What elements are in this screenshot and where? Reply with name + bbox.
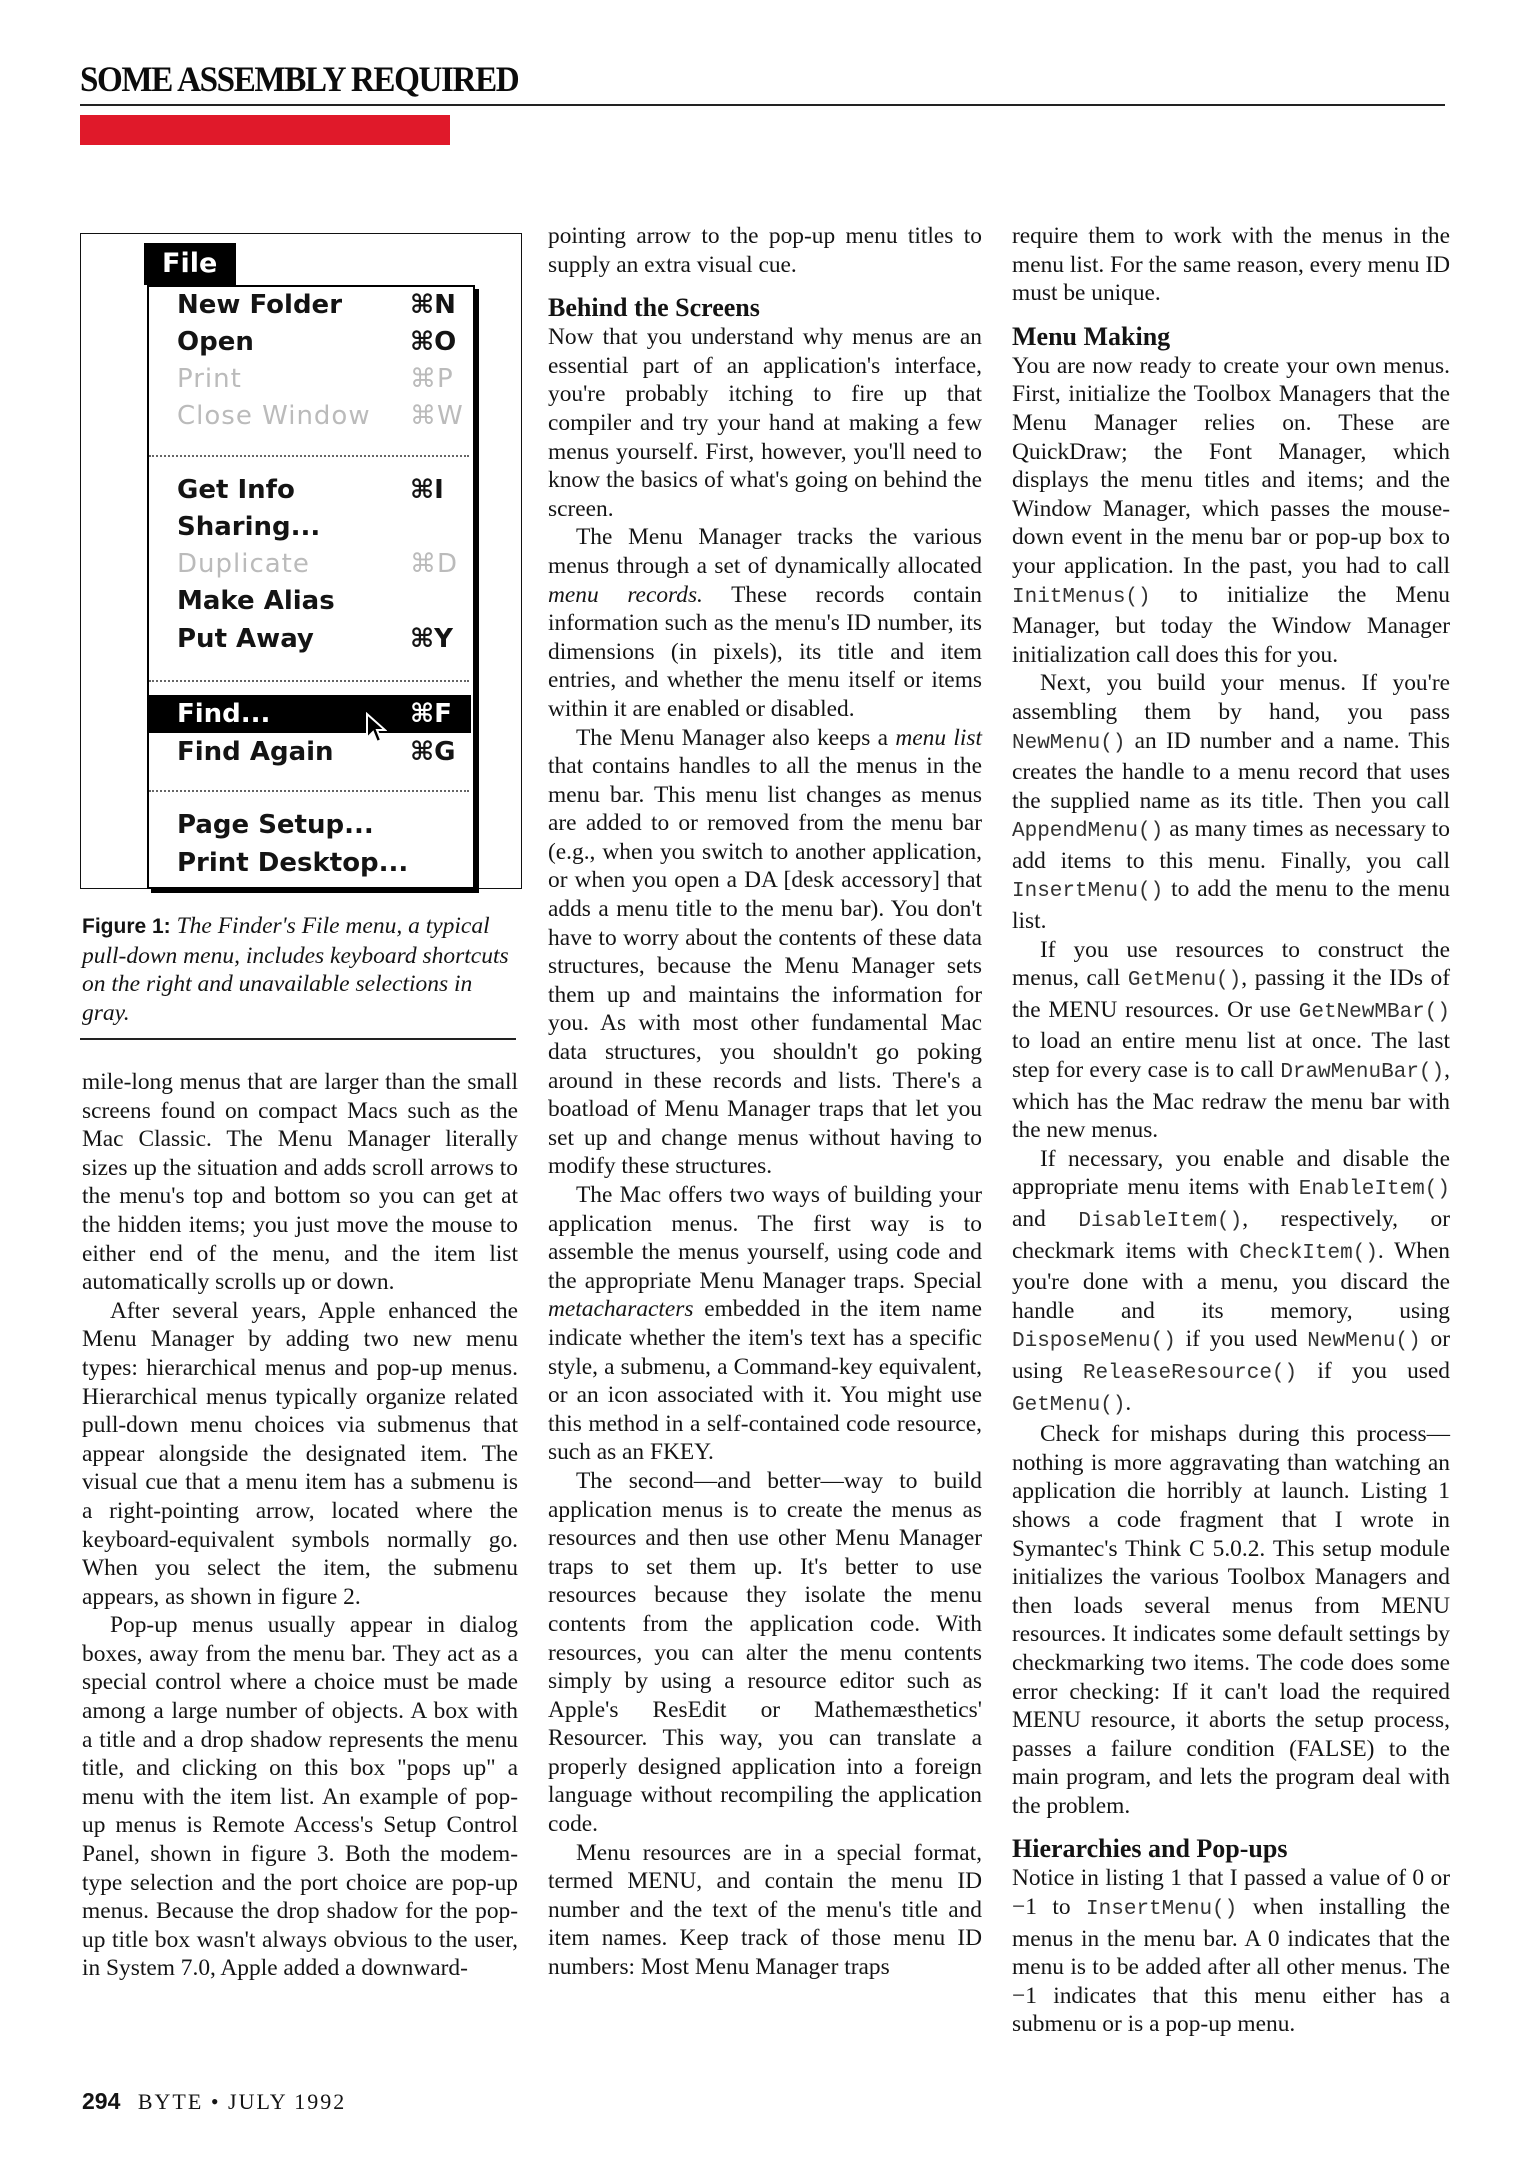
- paragraph: Menu resources are in a special format, termed MENU, and contain the menu ID number and the text of the menu's title and item names. Keep track of those menu ID numbers: Most Menu Manager traps: [548, 1839, 982, 1981]
- menu-item-page-setup[interactable]: [147, 806, 471, 844]
- menu-item-close-window: [147, 397, 471, 435]
- accent-bar: [80, 115, 450, 145]
- menu-item-open[interactable]: [147, 323, 471, 361]
- menu-item-label: Print: [177, 364, 242, 394]
- menu-item-label: Sharing...: [177, 512, 321, 542]
- menu-item-label: Get Info: [177, 475, 295, 505]
- menu-title-file[interactable]: File: [144, 243, 236, 285]
- paragraph: You are now ready to create your own menus. First, initialize the Toolbox Managers that the Menu Manager relies on. These are QuickDraw; the Font Manager, which displays the menu titles and items; and the Window Manager, which passes the mouse-down event in the menu bar or pop-up box to your application. In the past, you had to call InitMenus() to initialize the Menu Manager, but today the Window Manager initialization call does this for you.: [1012, 352, 1450, 668]
- menu-item-shortcut: ⌘P: [410, 364, 454, 394]
- column-3-text: [1012, 222, 1450, 2039]
- menu-item-get-info[interactable]: [147, 471, 471, 509]
- menu-item-label: Make Alias: [177, 586, 335, 616]
- page-number: 294: [82, 2088, 121, 2114]
- menu-item-find[interactable]: [147, 695, 471, 733]
- menu-item-sharing[interactable]: [147, 508, 471, 546]
- menu-item-label: Close Window: [177, 401, 371, 431]
- column-1-text: [82, 1068, 518, 1983]
- menu-item-label: Find Again: [177, 737, 334, 767]
- menu-item-find-again[interactable]: [147, 733, 471, 771]
- paragraph: require them to work with the menus in the menu list. For the same reason, every menu ID must be unique.: [1012, 223, 1450, 307]
- paragraph: Check for mishaps during this process—nothing is more aggravating than watching an application die horribly at launch. Listing 1 shows a code fragment that I wrote in Symantec's Think C 5.0.2. This setup module initializes the various Toolbox Managers and then loads several menus from MENU resources. It indicates some default settings by checkmarking two items. The code does some error checking: If it can't load the required MENU resource, it aborts the setup process, passes a failure condition (FALSE) to the main program, and lets the program deal with the problem.: [1012, 1421, 1450, 1819]
- menu-item-shortcut: ⌘F: [410, 699, 452, 729]
- paragraph: The Menu Manager tracks the various menus through a set of dynamically allocated menu records. These records contain information such as the menu's ID number, its dimensions (in pixels), its title and item entries, and whether the menu itself or items within it are enabled or disabled.: [548, 524, 982, 722]
- caption-rule: [80, 1038, 516, 1040]
- paragraph: If you use resources to construct the menus, call GetMenu(), passing it the IDs of the MENU resources. Or use GetNewMBar() to load an entire menu list at once. The last step for every case is to call DrawMenuBar(), which has the Mac redraw the menu bar with the new menus.: [1012, 936, 1451, 1144]
- paragraph: Now that you understand why menus are an essential part of an application's interface, you're probably itching to fire up that compiler and try your hand at making a few menus yourself. First, however, you'll need to know the basics of what's going on behind the screen.: [548, 324, 982, 522]
- menu-item-label: Put Away: [177, 624, 314, 654]
- paragraph: After several years, Apple enhanced the Menu Manager by adding two new menu types: hierarchical menus and pop-up menus. Hierarchical menus typically organize related pull-down menu choices via submenus that appear alongside the designated item. The visual cue that a menu item has a submenu is a right-pointing arrow, located where the keyboard-equivalent symbols normally go. When you select the item, the submenu appears, as shown in figure 2.: [82, 1297, 518, 1610]
- menu-item-shortcut: ⌘I: [410, 475, 444, 505]
- menu-item-shortcut: ⌘D: [410, 549, 459, 579]
- caption-text: The Finder's File menu, a typical pull-down menu, includes keyboard shortcuts on the right and unavailable selections in gray.: [82, 913, 509, 1026]
- section-title: SOME ASSEMBLY REQUIRED: [80, 59, 519, 99]
- menu-item-label: Page Setup...: [177, 810, 374, 840]
- paragraph: pointing arrow to the pop-up menu titles to supply an extra visual cue.: [548, 223, 982, 278]
- heading: Hierarchies and Pop-ups: [1012, 1834, 1288, 1864]
- paragraph: The second—and better—way to build application menus is to create the menus as resources and then use other Menu Manager traps to set them up. It's better to use resources because they isolate the menu contents from the application code. With resources, you can alter the menu contents simply by using a resource editor such as Apple's ResEdit or Mathemæsthetics' Resourcer. This way, you can translate a properly designed application into a foreign language without recompiling the application code.: [548, 1467, 982, 1838]
- header-rule: [80, 104, 1445, 106]
- paragraph: Pop-up menus usually appear in dialog boxes, away from the menu bar. They act as a special control where a choice must be made among a large number of objects. A box with a title and a drop shadow represents the menu title, and clicking on this box "pops up" a menu with the item list. An example of pop-up menus is Remote Access's Setup Control Panel, shown in figure 3. Both the modem-type selection and the port choice are pop-up menus. Because the drop shadow for the pop-up title box wasn't always obvious to the user, in System 7.0, Apple added a downward-: [82, 1612, 518, 1982]
- paragraph: mile-long menus that are larger than the small screens found on compact Macs such as the Mac Classic. The Menu Manager literally sizes up the situation and adds scroll arrows to the menu's top and bottom so you can get at the hidden items; you just move the mouse to either end of the menu, and the item list automatically scrolls up or down.: [82, 1069, 518, 1296]
- menu-item-shortcut: ⌘G: [410, 737, 456, 767]
- paragraph: Notice in listing 1 that I passed a value of 0 or −1 to InsertMenu() when installing the menus in the menu bar. A 0 indicates that the menu is to be added after all other menus. The −1 indicates that this menu either has a submenu or is a pop-up menu.: [1012, 1865, 1450, 2038]
- paragraph: If necessary, you enable and disable the appropriate menu items with EnableItem() and DisableItem(), respectively, or checkmark items with CheckItem(). When you're done with a menu, you discard the handle and its memory, using DisposeMenu() if you used NewMenu() or using ReleaseResource() if you used GetMenu().: [1012, 1145, 1451, 1417]
- menu-item-put-away[interactable]: [147, 620, 471, 658]
- menu-item-shortcut: ⌘W: [410, 401, 464, 431]
- menu-item-shortcut: ⌘O: [410, 327, 457, 357]
- menu-separator: [149, 790, 469, 792]
- column-2-text: [548, 222, 982, 1982]
- menu-item-print-desktop[interactable]: [147, 844, 471, 882]
- menu-item-label: New Folder: [177, 290, 343, 320]
- arrow-cursor-icon: [365, 712, 387, 746]
- menu-item-label: Find...: [177, 699, 271, 729]
- menu-item-shortcut: ⌘N: [410, 290, 456, 320]
- menu-item-label: Open: [177, 327, 254, 357]
- paragraph: The Mac offers two ways of building your application menus. The first way is to assemble the menus yourself, using code and the appropriate Menu Manager traps. Special metacharacters embedded in the item name indicate whether the item's text has a specific style, a submenu, a Command-key equivalent, or an icon associated with it. You might use this method in a self-contained code resource, such as an FKEY.: [548, 1182, 982, 1466]
- heading: Menu Making: [1012, 321, 1171, 351]
- figure-caption: [82, 912, 522, 1027]
- publication-info: BYTE • JULY 1992: [137, 2089, 347, 2114]
- menu-item-new-folder[interactable]: [147, 286, 471, 324]
- paragraph: The Menu Manager also keeps a menu list that contains handles to all the menus in the menu bar. This menu list changes as menus are added to or removed from the menu bar (e.g., when you switch to another application, or when you open a DA [desk accessory] that adds a menu title to the menu bar). You don't have to worry about the contents of these data structures, because the Menu Manager sets them up and maintains the information for you. As with most other fundamental Mac data structures, you shouldn't go poking around in these records and lists. There's a boatload of Menu Manager traps that let you set up and change menus without having to modify these structures.: [548, 724, 982, 1180]
- page-footer: [82, 2088, 346, 2115]
- menu-separator: [149, 680, 469, 682]
- menu-item-label: Print Desktop...: [177, 848, 409, 878]
- paragraph: Next, you build your menus. If you're assembling them by hand, you pass NewMenu() an ID number and a name. This creates the handle to a menu record that uses the supplied name as its title. Then you call AppendMenu() as many times as necessary to add items to this menu. Finally, you call InsertMenu() to add the menu to the menu list.: [1012, 670, 1450, 935]
- menu-separator: [149, 455, 469, 457]
- menu-item-make-alias[interactable]: [147, 582, 471, 620]
- heading: Behind the Screens: [548, 293, 760, 323]
- menu-item-shortcut: ⌘Y: [410, 624, 453, 654]
- caption-label: Figure 1:: [82, 915, 171, 938]
- menu-item-duplicate: [147, 545, 471, 583]
- menu-item-print: [147, 360, 471, 398]
- menu-item-label: Duplicate: [177, 549, 310, 579]
